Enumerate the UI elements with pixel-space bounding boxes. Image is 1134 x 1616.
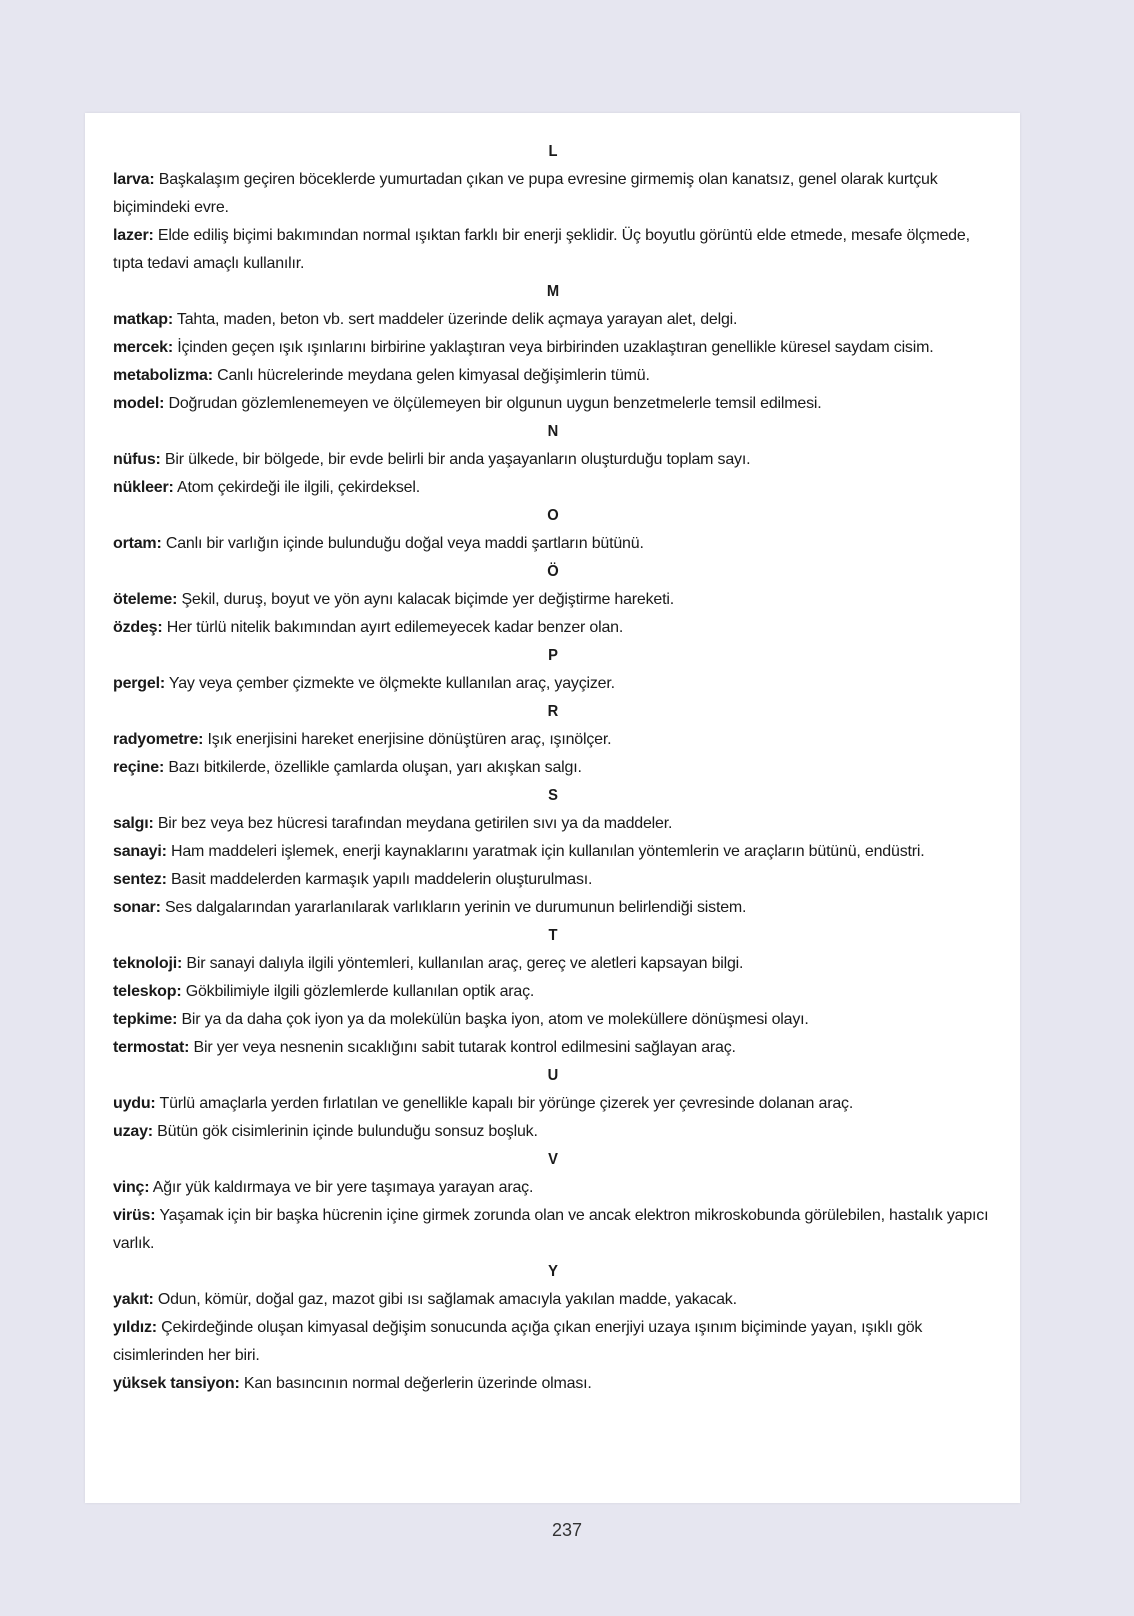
- glossary-entry: [113, 306, 993, 334]
- glossary-section: [113, 782, 993, 922]
- section-letter-heading: P: [548, 647, 558, 664]
- glossary-section: [113, 1258, 993, 1398]
- entry-definition: Her türlü nitelik bakımından ayırt edilemeyecek kadar benzer olan.: [162, 619, 624, 636]
- glossary-entry: [113, 222, 993, 278]
- entry-term: öteleme:: [113, 591, 178, 608]
- entry-definition: Canlı hücrelerinde meydana gelen kimyasal değişimlerin tümü.: [212, 367, 650, 384]
- section-letter-heading: R: [547, 703, 559, 720]
- section-letter-heading: M: [546, 283, 560, 300]
- glossary-section: [113, 558, 993, 642]
- glossary-entry: [113, 1314, 993, 1370]
- glossary-entry: [113, 586, 993, 614]
- entry-definition: Türlü amaçlarla yerden fırlatılan ve genellikle kapalı bir yörünge çizerek yer çevresinde dolanan araç.: [155, 1095, 854, 1112]
- entry-term: sonar:: [113, 899, 161, 916]
- entry-term: nüfus:: [113, 451, 161, 468]
- glossary-entry: [113, 614, 993, 642]
- glossary-section: [113, 278, 993, 418]
- glossary-section: [113, 642, 993, 698]
- glossary-entry: [113, 166, 993, 222]
- glossary-content: [113, 138, 993, 1398]
- entry-definition: Bütün gök cisimlerinin içinde bulunduğu sonsuz boşluk.: [152, 1123, 538, 1140]
- glossary-entry: [113, 474, 993, 502]
- entry-definition: Atom çekirdeği ile ilgili, çekirdeksel.: [173, 479, 420, 496]
- section-letter-heading: L: [548, 143, 558, 160]
- entry-term: sentez:: [113, 871, 167, 888]
- entry-term: radyometre:: [113, 731, 204, 748]
- glossary-section: [113, 698, 993, 782]
- entry-definition: Kan basıncının normal değerlerin üzerinde olması.: [239, 1375, 592, 1392]
- glossary-entry: [113, 810, 993, 838]
- entry-definition: Elde ediliş biçimi bakımından normal ışıktan farklı bir enerji şeklidir. Üç boyutlu görüntü elde etmede, mesafe ölçmede, tıpta tedavi amaçlı kullanılır.: [113, 227, 970, 272]
- entry-term: tepkime:: [113, 1011, 178, 1028]
- section-letter-heading: Y: [548, 1263, 558, 1280]
- entry-definition: Gökbilimiyle ilgili gözlemlerde kullanılan optik araç.: [181, 983, 535, 1000]
- entry-term: mercek:: [113, 339, 173, 356]
- entry-definition: İçinden geçen ışık ışınlarını birbirine yaklaştıran veya birbirinden uzaklaştıran genellikle küresel saydam cisim.: [172, 339, 934, 356]
- section-letter-heading: O: [547, 507, 559, 524]
- entry-term: pergel:: [113, 675, 165, 692]
- glossary-section: [113, 922, 993, 1062]
- glossary-entry: [113, 446, 993, 474]
- entry-definition: Çekirdeğinde oluşan kimyasal değişim sonucunda açığa çıkan enerjiyi uzaya ışınım biçiminde yayan, ışıklı gök cisimlerinden her biri.: [113, 1319, 923, 1364]
- glossary-entry: [113, 362, 993, 390]
- entry-definition: Başkalaşım geçiren böceklerde yumurtadan çıkan ve pupa evresine girmemiş olan kanatsız, genel olarak kurtçuk biçimindeki evre.: [113, 171, 938, 216]
- page-number: 237: [551, 1520, 583, 1540]
- glossary-entry: [113, 1090, 993, 1118]
- glossary-entry: [113, 1370, 993, 1398]
- entry-term: model:: [113, 395, 165, 412]
- entry-term: metabolizma:: [113, 367, 213, 384]
- glossary-entry: [113, 838, 993, 866]
- glossary-entry: [113, 670, 993, 698]
- entry-definition: Ham maddeleri işlemek, enerji kaynaklarını yaratmak için kullanılan yöntemlerin ve araçların bütünü, endüstri.: [166, 843, 925, 860]
- entry-term: salgı:: [113, 815, 154, 832]
- glossary-entry: [113, 978, 993, 1006]
- entry-definition: Işık enerjisini hareket enerjisine dönüştüren araç, ışınölçer.: [203, 731, 612, 748]
- glossary-section: [113, 502, 993, 558]
- glossary-entry: [113, 894, 993, 922]
- section-letter-heading: T: [548, 927, 558, 944]
- glossary-entry: [113, 530, 993, 558]
- glossary-entry: [113, 754, 993, 782]
- entry-definition: Yay veya çember çizmekte ve ölçmekte kullanılan araç, yayçizer.: [164, 675, 615, 692]
- glossary-entry: [113, 1286, 993, 1314]
- entry-term: teleskop:: [113, 983, 182, 1000]
- entry-term: yakıt:: [113, 1291, 154, 1308]
- entry-term: larva:: [113, 171, 155, 188]
- document-page: [85, 113, 1020, 1503]
- glossary-entry: [113, 866, 993, 894]
- entry-term: sanayi:: [113, 843, 167, 860]
- section-letter-heading: Ö: [547, 563, 559, 580]
- entry-term: uzay:: [113, 1123, 153, 1140]
- entry-definition: Ağır yük kaldırmaya ve bir yere taşımaya yarayan araç.: [149, 1179, 534, 1196]
- entry-definition: Yaşamak için bir başka hücrenin içine girmek zorunda olan ve ancak elektron mikroskobunda görülebilen, hastalık yapıcı varlık.: [113, 1207, 989, 1252]
- glossary-entry: [113, 334, 993, 362]
- glossary-entry: [113, 726, 993, 754]
- entry-definition: Bazı bitkilerde, özellikle çamlarda oluşan, yarı akışkan salgı.: [164, 759, 582, 776]
- entry-term: reçine:: [113, 759, 165, 776]
- entry-definition: Doğrudan gözlemlenemeyen ve ölçülemeyen bir olgunun uygun benzetmelerle temsil edilmesi.: [164, 395, 822, 412]
- entry-term: teknoloji:: [113, 955, 183, 972]
- section-letter-heading: V: [548, 1151, 558, 1168]
- entry-term: yüksek tansiyon:: [113, 1375, 240, 1392]
- entry-definition: Bir ya da daha çok iyon ya da molekülün başka iyon, atom ve moleküllere dönüşmesi olayı.: [177, 1011, 809, 1028]
- glossary-entry: [113, 1034, 993, 1062]
- entry-definition: Bir yer veya nesnenin sıcaklığını sabit tutarak kontrol edilmesini sağlayan araç.: [189, 1039, 736, 1056]
- entry-term: nükleer:: [113, 479, 174, 496]
- entry-term: vinç:: [113, 1179, 150, 1196]
- entry-definition: Odun, kömür, doğal gaz, mazot gibi ısı sağlamak amacıyla yakılan madde, yakacak.: [153, 1291, 737, 1308]
- entry-definition: Şekil, duruş, boyut ve yön aynı kalacak biçimde yer değiştirme hareketi.: [177, 591, 674, 608]
- entry-definition: Canlı bir varlığın içinde bulunduğu doğal veya maddi şartların bütünü.: [161, 535, 644, 552]
- glossary-entry: [113, 1118, 993, 1146]
- entry-term: özdeş:: [113, 619, 163, 636]
- entry-definition: Bir bez veya bez hücresi tarafından meydana getirilen sıvı ya da maddeler.: [153, 815, 673, 832]
- entry-definition: Ses dalgalarından yararlanılarak varlıkların yerinin ve durumunun belirlendiği sistem.: [160, 899, 747, 916]
- entry-definition: Bir ülkede, bir bölgede, bir evde belirli bir anda yaşayanların oluşturduğu toplam sayı.: [160, 451, 751, 468]
- section-letter-heading: S: [548, 787, 558, 804]
- section-letter-heading: U: [547, 1067, 559, 1084]
- glossary-section: [113, 418, 993, 502]
- entry-term: matkap:: [113, 311, 173, 328]
- entry-term: virüs:: [113, 1207, 156, 1224]
- entry-definition: Basit maddelerden karmaşık yapılı maddelerin oluşturulması.: [166, 871, 593, 888]
- glossary-entry: [113, 1202, 993, 1258]
- glossary-section: [113, 1146, 993, 1258]
- entry-term: uydu:: [113, 1095, 156, 1112]
- glossary-entry: [113, 390, 993, 418]
- glossary-section: [113, 138, 993, 278]
- entry-term: yıldız:: [113, 1319, 157, 1336]
- section-letter-heading: N: [547, 423, 559, 440]
- glossary-entry: [113, 1174, 993, 1202]
- glossary-entry: [113, 1006, 993, 1034]
- entry-definition: Bir sanayi dalıyla ilgili yöntemleri, kullanılan araç, gereç ve aletleri kapsayan bilgi.: [182, 955, 744, 972]
- entry-term: termostat:: [113, 1039, 190, 1056]
- glossary-entry: [113, 950, 993, 978]
- glossary-section: [113, 1062, 993, 1146]
- entry-definition: Tahta, maden, beton vb. sert maddeler üzerinde delik açmaya yarayan alet, delgi.: [172, 311, 738, 328]
- entry-term: lazer:: [113, 227, 154, 244]
- entry-term: ortam:: [113, 535, 162, 552]
